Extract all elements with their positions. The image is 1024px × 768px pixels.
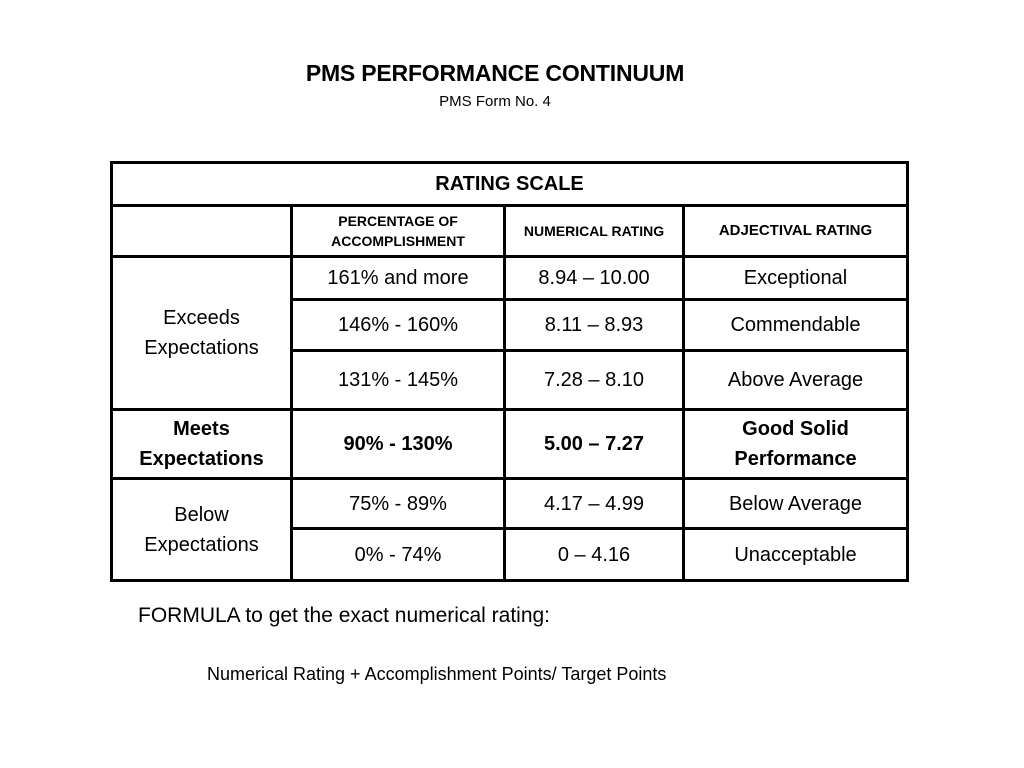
table-header-row [112,206,908,257]
numerical-column-header: NUMERICAL RATING [505,206,684,257]
adjectival-cell: Above Average [684,351,908,410]
adjectival-cell: Good Solid Performance [684,410,908,479]
adjectival-cell: Commendable [684,300,908,351]
adjectival-cell: Unacceptable [684,529,908,581]
page-title: PMS PERFORMANCE CONTINUUM [305,60,685,86]
adjectival-cell: Below Average [684,479,908,529]
table-row [112,479,908,529]
percentage-cell: 90% - 130% [292,410,505,479]
adjectival-column-header: ADJECTIVAL RATING [684,206,908,257]
table-title-row [112,163,908,206]
percentage-cell: 75% - 89% [292,479,505,529]
numerical-cell: 0 – 4.16 [505,529,684,581]
category-column-header [112,206,292,257]
formula-label: FORMULA to get the exact numerical rating: [138,604,551,627]
numerical-cell: 8.94 – 10.00 [505,257,684,300]
formula-expression: Numerical Rating + Accomplishment Points/ Target Points [207,664,667,684]
percentage-cell: 146% - 160% [292,300,505,351]
category-exceeds-expectations: Exceeds Expectations [112,257,292,410]
percentage-cell: 131% - 145% [292,351,505,410]
numerical-cell: 8.11 – 8.93 [505,300,684,351]
rating-scale-title: RATING SCALE [112,163,908,206]
category-below-expectations: Below Expectations [112,479,292,581]
form-number: PMS Form No. 4 [439,93,551,110]
numerical-cell: 4.17 – 4.99 [505,479,684,529]
table-row [112,410,908,479]
rating-scale-table [110,161,909,582]
percentage-cell: 161% and more [292,257,505,300]
adjectival-cell: Exceptional [684,257,908,300]
table-row [112,257,908,300]
percentage-column-header: PERCENTAGE OF ACCOMPLISHMENT [292,206,505,257]
category-meets-expectations: Meets Expectations [112,410,292,479]
percentage-cell: 0% - 74% [292,529,505,581]
numerical-cell: 5.00 – 7.27 [505,410,684,479]
numerical-cell: 7.28 – 8.10 [505,351,684,410]
